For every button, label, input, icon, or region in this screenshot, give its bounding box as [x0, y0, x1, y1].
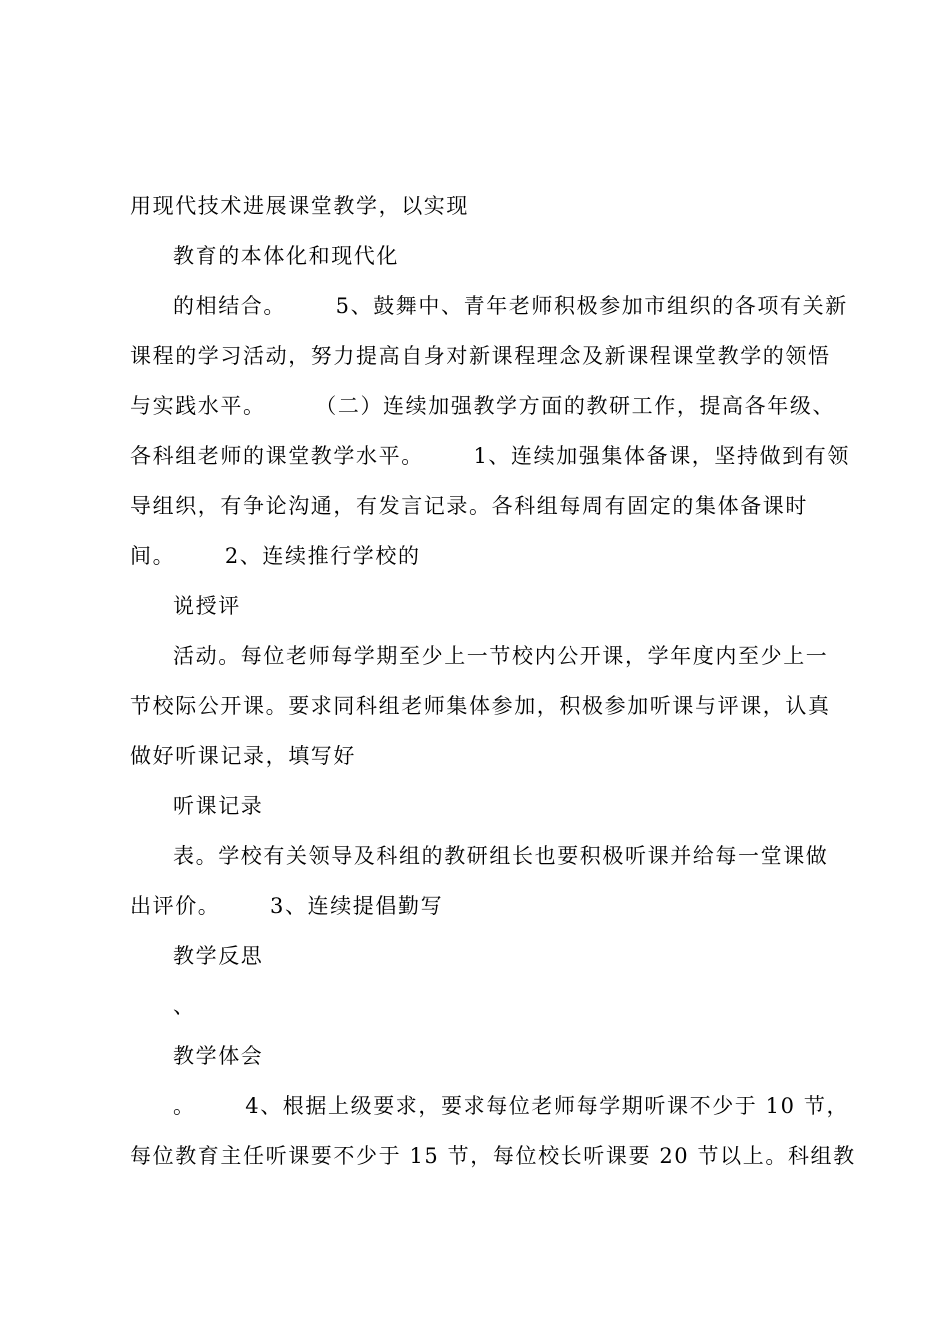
text-line: 教育的本体化和现代化	[173, 244, 399, 268]
text-line: 听课记录	[173, 794, 264, 818]
text-line: 用现代技术进展课堂教学，以实现	[130, 194, 469, 218]
text-line: 教学体会	[173, 1044, 264, 1068]
text-line: 说授评	[173, 594, 241, 618]
text-line: 课程的学习活动，努力提高自身对新课程理念及新课程课堂教学的领悟	[130, 344, 831, 368]
text-line: 做好听课记录，填写好	[130, 744, 356, 768]
text-line: 各科组老师的课堂教学水平。 1、连续加强集体备课，坚持做到有领	[130, 444, 851, 468]
text-line: 、	[173, 994, 196, 1018]
text-line: 每位教育主任听课要不少于 15 节，每位校长听课要 20 节以上。科组教	[130, 1144, 856, 1168]
text-line: 节校际公开课。要求同科组老师集体参加，积极参加听课与评课，认真	[130, 694, 831, 718]
text-line: 教学反思	[173, 944, 264, 968]
text-line: 的相结合。 5、鼓舞中、青年老师积极参加市组织的各项有关新	[173, 294, 848, 318]
text-line: 与实践水平。 （二）连续加强教学方面的教研工作，提高各年级、	[130, 394, 836, 418]
text-line: 间。 2、连续推行学校的	[130, 544, 421, 568]
text-line: 出评价。 3、连续提倡勤写	[130, 894, 444, 918]
text-line: 活动。每位老师每学期至少上一节校内公开课，学年度内至少上一	[173, 644, 829, 668]
text-line: 导组织，有争论沟通，有发言记录。各科组每周有固定的集体备课时	[130, 494, 808, 518]
text-line: 。 4、根据上级要求，要求每位老师每学期听课不少于 10 节，	[173, 1094, 850, 1118]
text-line: 表。学校有关领导及科组的教研组长也要积极听课并给每一堂课做	[173, 844, 829, 868]
